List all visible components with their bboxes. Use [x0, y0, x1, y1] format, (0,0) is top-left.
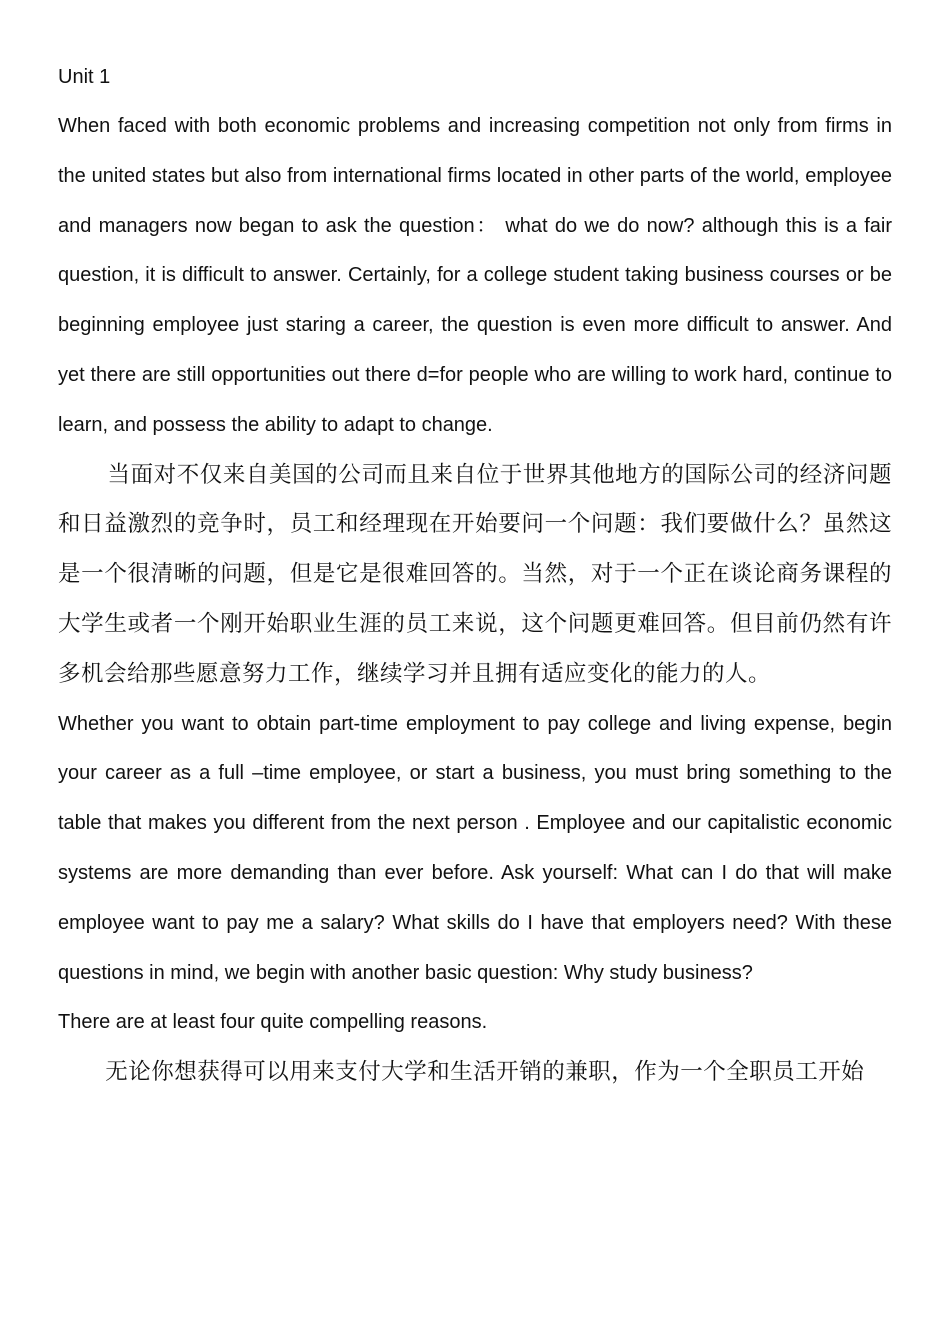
english-paragraph-3: There are at least four quite compelling reasons. [58, 1011, 488, 1034]
document-page [58, 52, 892, 1098]
english-paragraph-1: When faced with both economic problems and increasing competition not only from firms in the united states but also from international firms located in other parts of the world, employee and managers now began to ask the question： what do we do now? although this is a fair question, it is difficult to answer. Certainly, for a college student taking business courses or be beginning employee just staring a career, the question is even more difficult to answer. And yet there are still opportunities out there d=for people who are willing to work hard, continue to learn, and possess the ability to adapt to change. [58, 115, 892, 436]
unit-title: Unit 1 [58, 66, 111, 88]
english-paragraph-2: Whether you want to obtain part-time employment to pay college and living expense, begin your career as a full –time employee, or start a business, you must bring something to the table that makes you different from the next person . Employee and our capitalistic economic systems are more demanding than ever before. Ask yourself: What can I do that will make employee want to pay me a salary? What skills do I have that employers need? With these questions in mind, we begin with another basic question: Why study business? [58, 712, 892, 984]
chinese-paragraph-1: 当面对不仅来自美国的公司而且来自位于世界其他地方的国际公司的经济问题和日益激烈的竞争时，员工和经理现在开始要问一个问题：我们要做什么？虽然这是一个很清晰的问题，但是它是很难回答的。当然，对于一个正在谈论商务课程的大学生或者一个刚开始职业生涯的员工来说，这个问题更难回答。但目前仍然有许多机会给那些愿意努力工作，继续学习并且拥有适应变化的能力的人。 [58, 461, 892, 687]
chinese-paragraph-2: 无论你想获得可以用来支付大学和生活开销的兼职，作为一个全职员工开始 [105, 1059, 865, 1086]
